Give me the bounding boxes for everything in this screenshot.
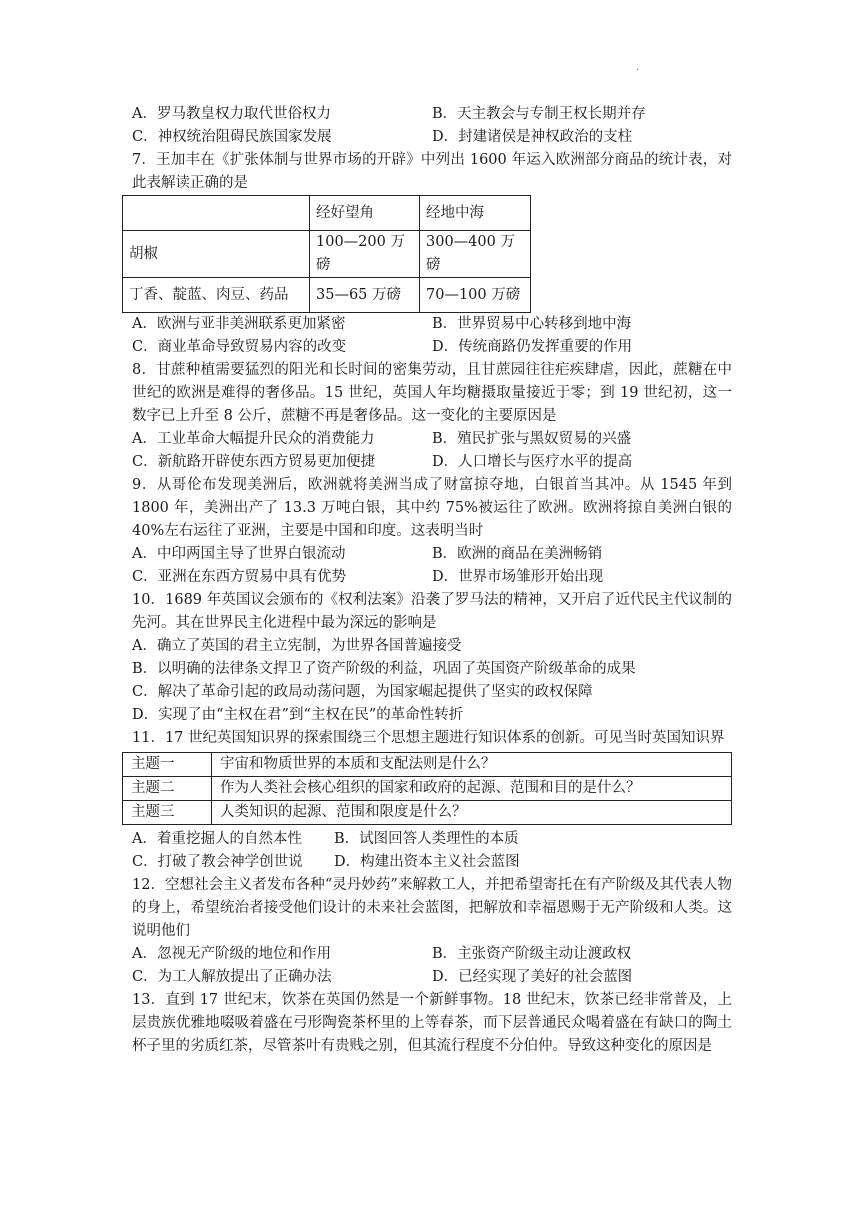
option-row <box>132 851 732 874</box>
exam-page <box>129 103 732 1058</box>
option-b: B．殖民扩张与黑奴贸易的兴盛 <box>432 431 632 447</box>
themes-table <box>122 752 732 825</box>
table-header-row <box>123 196 531 231</box>
option-d: D．人口增长与医疗水平的提高 <box>432 454 633 470</box>
q6-options <box>132 103 732 149</box>
option-row <box>132 103 732 126</box>
option-a: A．罗马教皇权力取代世俗权力 <box>132 106 331 122</box>
table-cell: 丁香、靛蓝、肉豆、药品 <box>123 278 310 313</box>
option-d: D．传统商路仍发挥重要的作用 <box>432 339 633 355</box>
option-d: D．构建出资本主义社会蓝图 <box>334 854 520 870</box>
table-cell: 胡椒 <box>123 231 310 278</box>
table-header-cape: 经好望角 <box>310 196 420 231</box>
option-a: A．工业革命大幅提升民众的消费能力 <box>132 431 375 447</box>
option-b: B．世界贸易中心转移到地中海 <box>432 316 632 332</box>
option-b: B．以明确的法律条文捍卫了资产阶级的利益，巩固了英国资产阶级革命的成果 <box>132 661 636 677</box>
option-row <box>132 543 732 566</box>
question-13-stem: 13．直到 17 世纪末，饮茶在英国仍然是一个新鲜事物。18 世纪末，饮茶已经非常普及，上层贵族优雅地啜吸着盛在弓形陶瓷茶杯里的上等春茶，而下层普通民众喝着盛在有缺口的陶土杯子里的劣质红茶，尽管茶叶有贵贱之别，但其流行程度不分伯仲。导致这种变化的原因是 <box>132 992 732 1054</box>
theme-question: 宇宙和物质世界的本质和支配法则是什么？ <box>212 753 732 777</box>
table-row <box>123 777 732 801</box>
option-a: A．着重挖掘人的自然本性 <box>132 831 302 847</box>
table-cell: 300—400 万磅 <box>420 231 531 278</box>
option-d: D．世界市场雏形开始出现 <box>432 569 604 585</box>
theme-question: 人类知识的起源、范围和限度是什么？ <box>212 801 732 825</box>
question-8-stem: 8．甘蔗种植需要猛烈的阳光和长时间的密集劳动，且甘蔗园往往疟疾肆虐，因此，蔗糖在中世纪的欧洲是难得的奢侈品。15 世纪，英国人年均糖摄取量接近于零；到 19 世纪初，这一数字已上升至 8 公斤，蔗糖不再是奢侈品。这一变化的主要原因是 <box>132 362 732 424</box>
option-a: A．忽视无产阶级的地位和作用 <box>132 946 331 962</box>
table-row <box>123 801 732 825</box>
option-a: A．欧洲与亚非美洲联系更加紧密 <box>132 316 346 332</box>
option-row <box>132 126 732 149</box>
option-a: A．中印两国主导了世界白银流动 <box>132 546 346 562</box>
option-row <box>132 828 732 851</box>
option-c: C．新航路开辟使东西方贸易更加便捷 <box>132 454 376 470</box>
question-10-stem: 10．1689 年英国议会颁布的《权利法案》沿袭了罗马法的精神，又开启了近代民主代议制的先河。其在世界民主化进程中最为深远的影响是 <box>132 592 732 631</box>
table-cell <box>123 196 310 231</box>
option-b: B．欧洲的商品在美洲畅销 <box>432 546 603 562</box>
option-c: C．解决了革命引起的政局动荡问题，为国家崛起提供了坚实的政权保障 <box>132 684 593 700</box>
option-d: D．已经实现了美好的社会蓝图 <box>432 969 633 985</box>
option-row <box>132 313 732 336</box>
table-row <box>123 231 531 278</box>
option-c: C．亚洲在东西方贸易中具有优势 <box>132 569 347 585</box>
question-12-stem: 12．空想社会主义者发布各种“灵丹妙药”来解救工人，并把希望寄托在有产阶级及其代表人物的身上，希望统治者接受他们设计的未来社会蓝图，把解放和幸福恩赐于无产阶级和人类。这说明他们 <box>132 877 732 939</box>
option-c: C．商业革命导致贸易内容的改变 <box>132 339 347 355</box>
theme-label: 主题二 <box>123 777 212 801</box>
option-c: C．打破了教会神学创世说 <box>132 854 303 870</box>
table-cell: 35—65 万磅 <box>310 278 420 313</box>
option-d: D．实现了由“主权在君”到“主权在民”的革命性转折 <box>132 707 464 723</box>
option-row <box>132 428 732 451</box>
table-header-mediterranean: 经地中海 <box>420 196 531 231</box>
theme-label: 主题三 <box>123 801 212 825</box>
theme-question: 作为人类社会核心组织的国家和政府的起源、范围和目的是什么？ <box>212 777 732 801</box>
question-9-stem: 9．从哥伦布发现美洲后，欧洲就将美洲当成了财富掠夺地，白银首当其冲。从 1545 年到 1800 年，美洲出产了 13.3 万吨白银，其中约 75%被运往了欧洲。欧洲将掠自美洲白银的 40%左右运往了亚洲，主要是中国和印度。这表明当时 <box>132 477 732 539</box>
option-c: C．神权统治阻碍民族国家发展 <box>132 129 332 145</box>
table-cell: 70—100 万磅 <box>420 278 531 313</box>
option-b: B．试图回答人类理性的本质 <box>334 831 519 847</box>
theme-label: 主题一 <box>123 753 212 777</box>
option-row <box>132 566 732 589</box>
option-d: D．封建诸侯是神权政治的支柱 <box>432 129 633 145</box>
option-row <box>132 966 732 989</box>
table-cell: 100—200 万磅 <box>310 231 420 278</box>
option-row <box>132 451 732 474</box>
option-b: B．天主教会与专制王权长期并存 <box>432 106 646 122</box>
option-b: B．主张资产阶级主动让渡政权 <box>432 946 632 962</box>
option-c: C．为工人解放提出了正确办法 <box>132 969 332 985</box>
question-11-stem: 11．17 世纪英国知识界的探索围绕三个思想主题进行知识体系的创新。可见当时英国知识界 <box>132 730 725 746</box>
option-row <box>132 943 732 966</box>
option-row <box>132 336 732 359</box>
option-a: A．确立了英国的君主立宪制，为世界各国普遍接受 <box>132 638 462 654</box>
goods-statistics-table <box>122 195 531 313</box>
table-row <box>123 753 732 777</box>
question-7-stem: 7．王加丰在《扩张体制与世界市场的开辟》中列出 1600 年运入欧洲部分商品的统计表，对此表解读正确的是 <box>132 152 732 191</box>
table-row <box>123 278 531 313</box>
header-dot: . <box>636 62 640 73</box>
